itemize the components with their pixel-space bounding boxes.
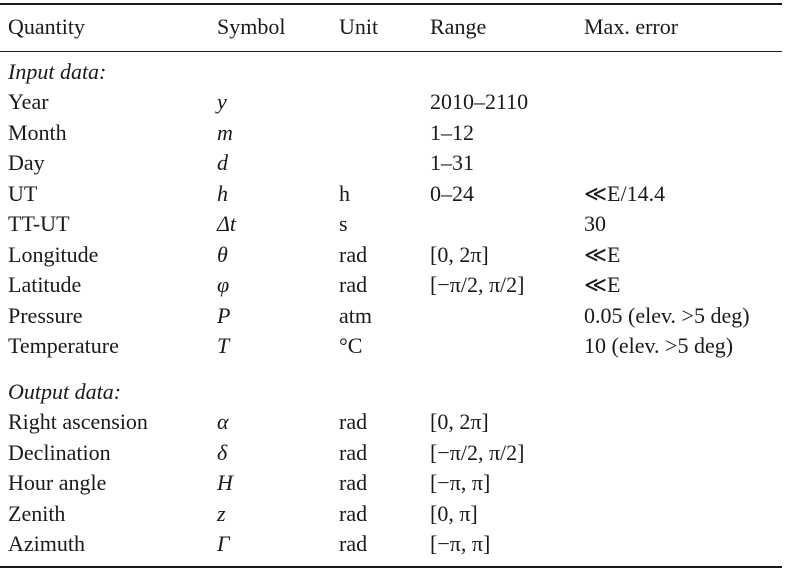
unit-cell: h [339,180,350,206]
max-error-cell: 0.05 (elev. >5 deg) [584,302,750,328]
range-cell: [0, 2π] [430,241,489,267]
quantity-cell: UT [8,180,38,206]
table-row [0,270,785,300]
table-row [0,499,785,529]
quantity-cell: Pressure [8,302,83,328]
unit-cell: atm [339,302,372,328]
max-error-cell: ≪E/14.4 [584,180,666,206]
header-rule [0,51,782,52]
table-row [0,438,785,468]
quantity-cell: Year [8,89,49,114]
unit-cell: rad [339,241,368,267]
symbol-cell: δ [217,439,228,465]
table-row [0,87,785,117]
quantity-cell: Latitude [8,272,82,297]
header-range: Range [430,14,487,39]
table-row [0,118,785,148]
symbol-cell: α [217,409,229,434]
table-row [0,468,785,498]
quantity-cell: Month [8,119,67,145]
quantity-cell: Longitude [8,241,99,267]
unit-cell: rad [339,500,368,526]
symbol-cell: h [217,180,228,206]
quantity-cell: Declination [8,439,111,465]
symbol-cell: T [217,333,230,358]
range-cell: [0, 2π] [430,409,489,434]
quantity-cell: Day [8,150,45,175]
section-label: Input data: [8,59,107,84]
table-row [0,331,785,361]
input-section-label [0,57,785,87]
table-row [0,179,785,209]
quantity-cell: TT-UT [8,211,70,236]
header-max-error: Max. error [584,14,679,39]
quantity-cell: Zenith [8,500,66,526]
symbol-cell: d [217,150,228,175]
table-row [0,407,785,437]
unit-cell: rad [339,409,368,434]
range-cell: 1–31 [430,150,474,175]
unit-cell: rad [339,272,368,297]
symbol-cell: θ [217,241,228,267]
header-quantity: Quantity [8,14,85,39]
top-rule [0,3,782,5]
table-row [0,529,785,559]
range-cell: [−π/2, π/2] [430,439,525,465]
table-row [0,209,785,239]
symbol-cell: P [217,302,231,328]
header-row [0,12,785,42]
table-row [0,301,785,331]
quantity-cell: Right ascension [8,409,148,434]
unit-cell: s [339,211,348,236]
unit-cell: rad [339,439,368,465]
range-cell: [−π, π] [430,470,491,495]
section-label: Output data: [8,379,122,404]
output-section-label [0,377,785,407]
unit-cell: rad [339,470,368,495]
table-row [0,240,785,270]
range-cell: [−π, π] [430,531,491,556]
max-error-cell: ≪E [584,272,621,297]
bottom-rule [0,566,782,568]
unit-cell: rad [339,531,368,556]
symbol-cell: z [217,500,226,526]
range-cell: 2010–2110 [430,89,529,114]
range-cell: 1–12 [430,119,474,145]
symbol-cell: φ [217,272,230,297]
range-cell: [0, π] [430,500,478,526]
symbol-cell: y [217,89,227,114]
quantity-cell: Azimuth [8,531,85,556]
symbol-cell: Γ [217,531,230,556]
max-error-cell: ≪E [584,241,621,267]
range-cell: 0–24 [430,180,474,206]
symbol-cell: m [217,119,233,145]
max-error-cell: 10 (elev. >5 deg) [584,333,734,358]
header-symbol: Symbol [217,14,286,39]
quantity-cell: Temperature [8,333,119,358]
symbol-cell: Δt [217,211,237,236]
range-cell: [−π/2, π/2] [430,272,525,297]
unit-cell: °C [339,333,363,358]
symbol-cell: H [217,470,233,495]
table-row [0,148,785,178]
quantity-cell: Hour angle [8,470,107,495]
max-error-cell: 30 [584,211,606,236]
header-unit: Unit [339,14,379,39]
